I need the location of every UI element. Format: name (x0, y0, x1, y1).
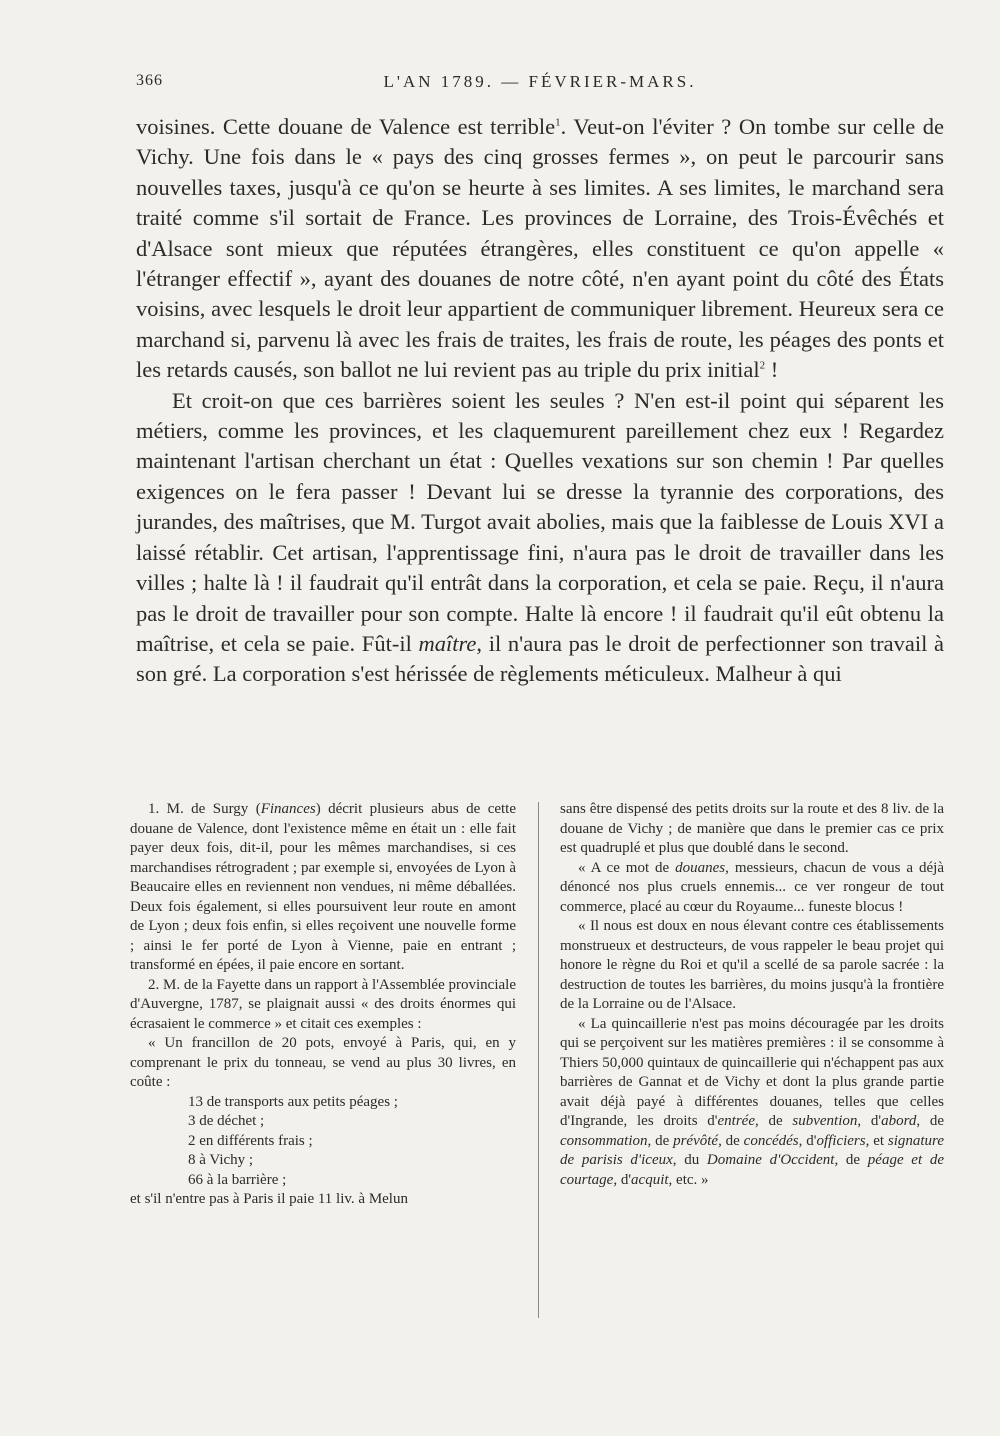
footnote-2-continued: sans être dispensé des petits droits sur la route et des 8 liv. de la douane de Vichy ; de manière que dans le premier cas ce prix est quadruplé et plus que doublé dans le second. (560, 801, 944, 856)
footnote-2: 2. M. de la Fayette dans un rapport à l'Assemblée provinciale d'Auvergne, 1787, se plaignait aussi « des droits énormes qui écrasaient le commerce » et citait ces exemples : (130, 976, 516, 1032)
footnote-2-douanes (560, 859, 944, 918)
text-span: voisines. Cette douane de Valence est terrible (136, 114, 556, 139)
paragraph-1 (136, 112, 944, 386)
text-span: ! (765, 357, 779, 383)
text-span: , de (834, 1152, 868, 1168)
text-span: , il n'aura pas le droit de perfectionner son travail à son gré. La corporation s'est hérissée de règlements méticuleux. Malheur à qui (136, 630, 944, 687)
page-header (136, 72, 944, 98)
text-span: , de (916, 1113, 944, 1129)
text-span: ) décrit plusieurs abus de cette douane de Valence, dont l'existence même en était un : elle fait payer deux fois, dit-il, pour les mêmes marchandises, si ces marchandises rétrogradent ; par exemple si, envoyées de Lyon à Beaucaire elles en reviennent non vendues, ni même déballées. Deux fois également, si elles poursuivent leur route en amont de Lyon ; deux fois enfin, si elles reçoivent une nouvelle forme ; ainsi le fer porté de Lyon à Vienne, paie en entrant ; transformé en épées, il paie encore en sortant. (130, 801, 517, 973)
paragraph-2 (136, 386, 944, 690)
text-span: , d' (857, 1113, 882, 1129)
italic-span: acquit (631, 1171, 669, 1188)
list-item: 66 à la barrière ; (188, 1171, 287, 1188)
italic-span: Finances (260, 801, 316, 817)
footnote-1 (130, 800, 516, 976)
italic-span: maître (418, 630, 477, 656)
text-span: , et (865, 1132, 888, 1149)
page-number: 366 (136, 72, 163, 89)
list-item: 13 de transports aux petits péages ; (188, 1093, 398, 1110)
footnote-2-quote: « Un francillon de 20 pots, envoyé à Paris, qui, en y comprenant le prix du tonneau, se vend au plus 30 livres, en coûte : (130, 1035, 516, 1090)
italic-span: péage et de courtage (560, 1152, 944, 1188)
italic-span: douanes (675, 859, 726, 876)
italic-span: entrée (717, 1113, 755, 1129)
italic-span: Domaine d'Occident (706, 1152, 835, 1168)
text-span: , d' (613, 1171, 632, 1188)
cost-list (130, 1093, 516, 1191)
text-span: Et croit-on que ces barrières soient les seules ? N'en est-il point qui séparent les métiers, comme les provinces, et les claquemurent pareillement chez eux ! Regardez maintenant l'artisan cherchant un état : Quelles vexations sur son chemin ! Par quelles exigences on le fera passer ! Devant lui se dresse la tyrannie des corporations, des jurandes, des maîtrises, que M. Turgot avait abolies, mais que la faiblesse de Louis XVI a laissé rétablir. Cet artisan, l'apprentissage fini, n'aura pas le droit de travailler dans les villes ; halte là ! il faudrait qu'il entrât dans la corporation, et cela se paie. Reçu, il n'aura pas le droit de travailler pour son compte. Halte là encore ! il faudrait qu'il eût obtenu la maîtrise, et cela se paie. Fût-il (136, 387, 944, 656)
text-span: , d' (798, 1132, 817, 1149)
footnote-ref-2: 2 (759, 359, 766, 372)
running-title: L'AN 1789. — FÉVRIER-MARS. (383, 72, 697, 91)
main-text (136, 112, 944, 690)
text-span: , du (672, 1152, 707, 1168)
footnote-column-left (130, 800, 516, 1318)
footnotes (130, 800, 944, 1318)
italic-span: abord (881, 1113, 917, 1129)
italic-span: consommation (560, 1132, 648, 1149)
italic-span: prévôté (673, 1132, 719, 1149)
italic-span: signature de parisis d'iceux (560, 1132, 944, 1168)
text-span: , de (647, 1132, 674, 1149)
text-span: , etc. » (668, 1171, 709, 1188)
italic-span: subvention (792, 1113, 858, 1129)
text-span: « A ce mot de (578, 859, 676, 876)
text-span: , messieurs, chacun de vous a déjà dénoncé nos plus cruels ennemis... ce ver rongeur de tout commerce, placé au cœur du Royaume... funeste blocus ! (560, 859, 944, 915)
text-span: . Veut-on l'éviter ? On tombe sur celle de Vichy. Une fois dans le « pays des cinq grosses fermes », on peut le parcourir sans nouvelles taxes, jusqu'à ce qu'on se heurte à ses limites. A ses limites, le marchand sera traité comme s'il sortait de France. Les provinces de Lorraine, des Trois-Évêchés et d'Alsace sont mieux que réputées étrangères, elles constituent ce qu'on appelle « l'étranger effectif », ayant des douanes de notre côté, n'en ayant point du côté des États voisins, avec lesquels le droit leur appartient de communiquer librement. Heureux sera ce marchand si, parvenu là avec les frais de traites, les frais de route, les péages des ponts et les retards causés, son ballot ne lui revient pas au triple du prix initial (136, 114, 944, 383)
italic-span: officiers (816, 1132, 866, 1149)
list-item: 2 en différents frais ; (188, 1132, 313, 1149)
italic-span: concédés (743, 1132, 799, 1149)
footnote-2-end: et s'il n'entre pas à Paris il paie 11 liv. à Melun (130, 1191, 408, 1207)
footnote-2-barrieres: « Il nous est doux en nous élevant contre ces établissements monstrueux et destructeurs, de vous rappeler le beau projet qui honore le règne du Roi et qu'il a scellé de sa parole sacrée : la destruction de toutes les barrières, du moins jusqu'à la frontière de la Lorraine ou de l'Alsace. (560, 918, 944, 1012)
list-item: 8 à Vichy ; (188, 1152, 254, 1168)
column-divider (538, 802, 539, 1318)
text-span: « La quincaillerie n'est pas moins découragée par les droits qui se perçoivent sur les matières premières : il se consomme à Thiers 50,000 quintaux de quincaillerie qui n'échappent pas aux barrières de Gannat et de Vichy et dont la plus grande partie avait déjà payé à différentes douanes, telles que celles d'Ingrande, les droits d' (560, 1015, 944, 1129)
footnote-column-right (560, 800, 944, 1318)
list-item: 3 de déchet ; (188, 1113, 265, 1129)
footnote-2-quincaillerie (560, 1015, 944, 1191)
text-span: , de (718, 1132, 744, 1149)
footnote-ref-1: 1 (555, 116, 561, 129)
text-span: 1. M. de Surgy ( (148, 801, 261, 817)
text-span: , de (754, 1113, 793, 1129)
